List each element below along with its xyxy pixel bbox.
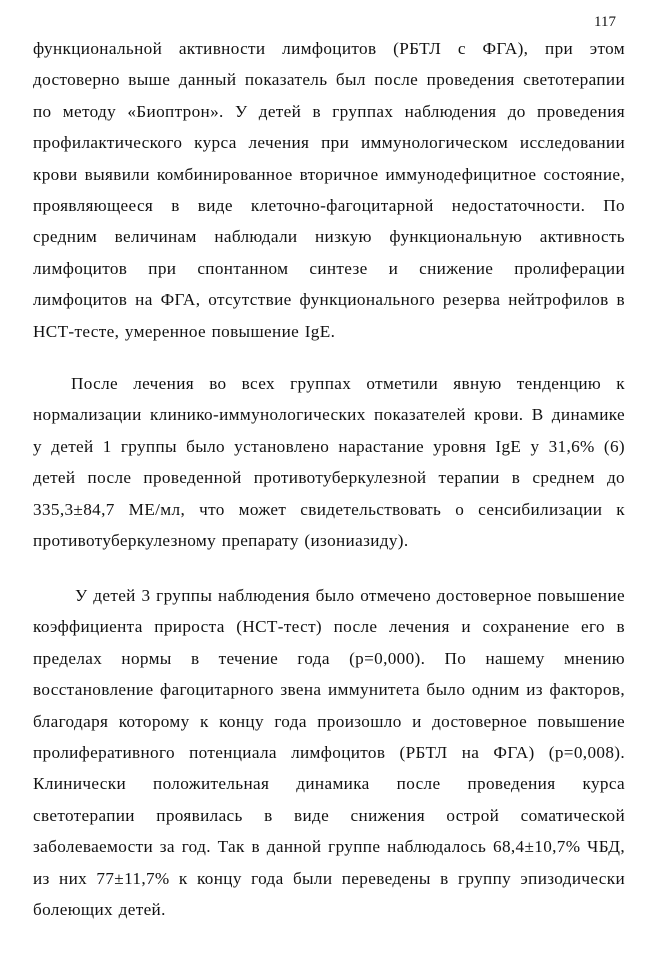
paragraph-2: После лечения во всех группах отметили явную тенденцию к нормализации клинико-иммунологических показателей крови. В динамике у детей 1 группы было установлено нарастание уровня IgE у 31,6% (6) детей после проведенной противотуберкулезной терапии в среднем до 335,3±84,7 МЕ/мл, что может свидетельствовать о сенсибилизации к противотуберкулезному препарату (изониазиду). [33, 374, 625, 551]
paragraph-1-container [33, 33, 625, 347]
paragraph-2-container [33, 368, 625, 556]
paragraph-3: У детей 3 группы наблюдения было отмечено достоверное повышение коэффициента прироста (НСТ-тест) после лечения и сохранение его в пределах нормы в течение года (р=0,000). По нашему мнению восстановление фагоцитарного звена иммунитета было одним из факторов, благодаря которому к концу года произошло и достоверное повышение пролиферативного потенциала лимфоцитов (РБТЛ на ФГА) (р=0,008). Клинически положительная динамика после проведения курса светотерапии проявилась в виде снижения острой соматической заболеваемости за год. Так в данной группе наблюдалось 68,4±10,7% ЧБД, из них 77±11,7% к концу года были переведены в группу эпизодически болеющих детей. [33, 586, 625, 920]
paragraph-1: функциональной активности лимфоцитов (РБТЛ с ФГА), при этом достоверно выше данный показатель был после проведения светотерапии по методу «Биоптрон». У детей в группах наблюдения до проведения профилактического курса лечения при иммунологическом исследовании крови выявили комбинированное вторичное иммунодефицитное состояние, проявляющееся в виде клеточно-фагоцитарной недостаточности. По средним величинам наблюдали низкую функциональную активность лимфоцитов при спонтанном синтезе и снижение пролиферации лимфоцитов на ФГА, отсутствие функционального резерва нейтрофилов в НСТ-тесте, умеренное повышение IgE. [33, 39, 625, 341]
paragraph-3-container [33, 580, 625, 925]
page-number: 117 [594, 14, 616, 30]
